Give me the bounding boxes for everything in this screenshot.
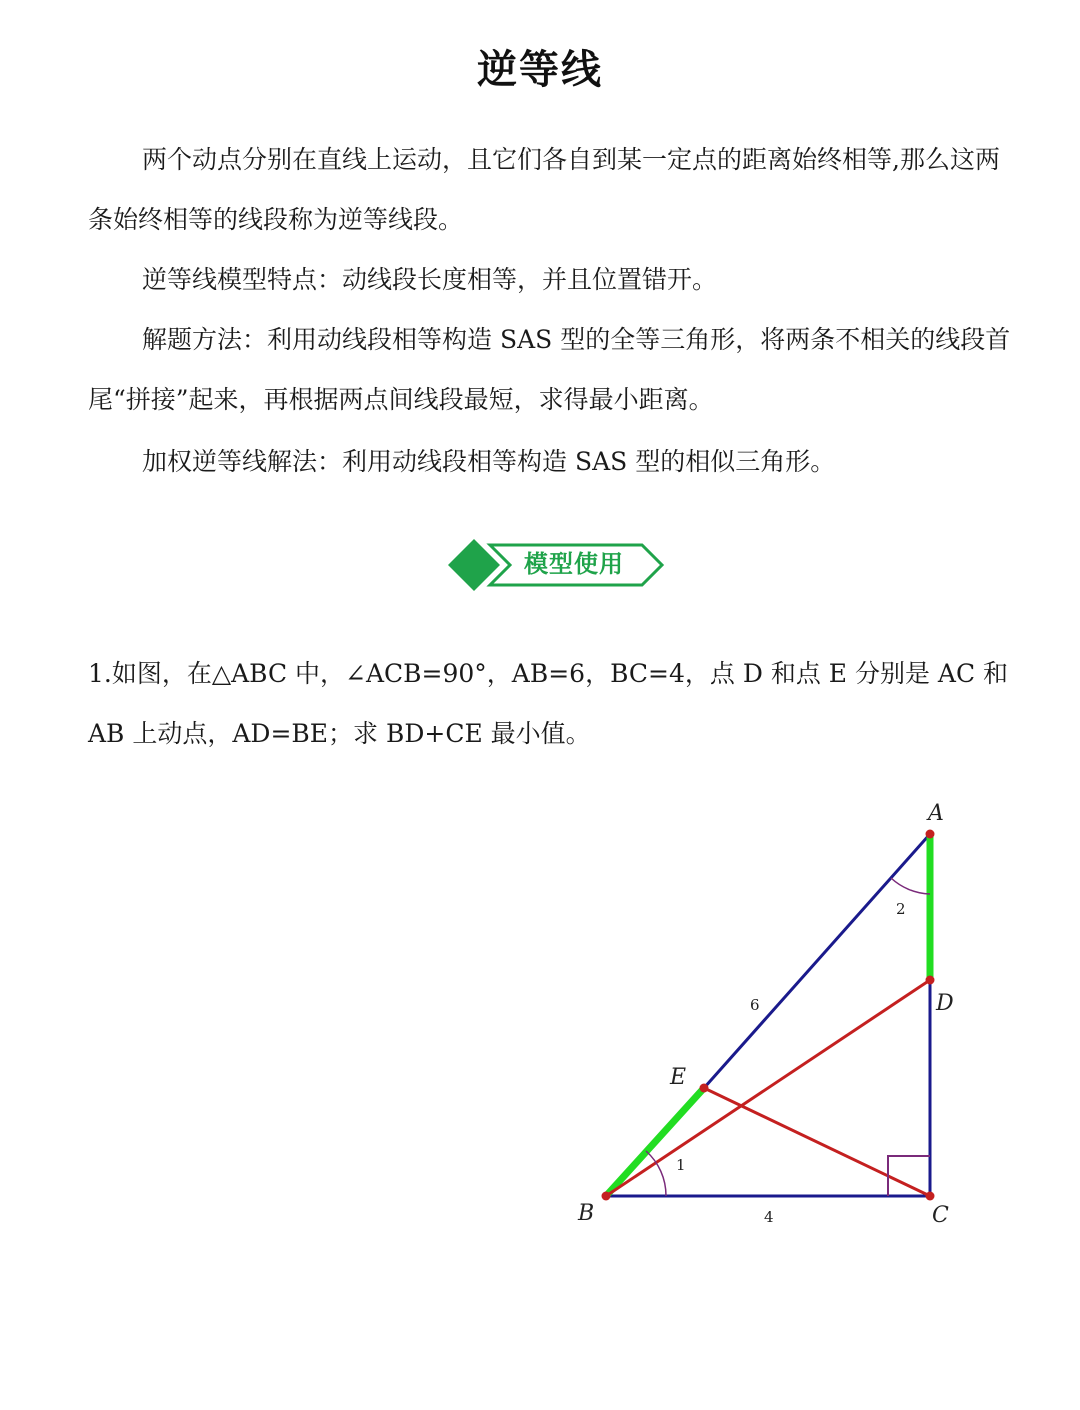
question-text: 1.如图，在△ABC 中，∠ACB=90°，AB=6，BC=4，点 D 和点 E 分别是 AC 和 AB 上动点，AD=BE；求 BD+CE 最小值。	[88, 659, 1009, 748]
angle-2-arc	[891, 878, 930, 894]
point-a	[926, 830, 935, 839]
label-b: B	[578, 1201, 595, 1226]
point-b	[602, 1192, 611, 1201]
segment-ce	[704, 1088, 930, 1196]
paragraph-definition: 两个动点分别在直线上运动，且它们各自到某一定点的距离始终相等,那么这两条始终相等的线段称为逆等线段。	[88, 145, 1000, 234]
point-d	[926, 976, 935, 985]
segment-bd	[606, 980, 930, 1196]
label-e: E	[670, 1065, 687, 1090]
paragraph-weighted-method: 加权逆等线解法：利用动线段相等构造 SAS 型的相似三角形。	[142, 447, 836, 476]
label-d: D	[936, 991, 954, 1016]
banner-label: 模型使用	[524, 550, 624, 578]
paragraph-solving-method: 解题方法：利用动线段相等构造 SAS 型的全等三角形，将两条不相关的线段首尾“拼接”起来，再根据两点间线段最短，求得最小距离。	[88, 325, 1011, 414]
label-bc-length: 4	[764, 1208, 774, 1226]
point-c	[926, 1192, 935, 1201]
label-angle-2: 2	[896, 900, 906, 918]
paragraph-model-features: 逆等线模型特点：动线段长度相等，并且位置错开。	[142, 265, 718, 294]
point-e	[700, 1084, 709, 1093]
label-ab-length: 6	[750, 996, 760, 1014]
side-ea	[704, 834, 930, 1088]
triangle-diagram	[560, 790, 980, 1240]
right-angle-marker	[888, 1156, 930, 1196]
label-a: A	[928, 801, 944, 826]
page-title: 逆等线	[477, 47, 603, 93]
label-c: C	[932, 1203, 949, 1228]
geometry-figure	[560, 790, 980, 1244]
section-banner	[446, 537, 666, 593]
label-angle-1: 1	[676, 1156, 686, 1174]
